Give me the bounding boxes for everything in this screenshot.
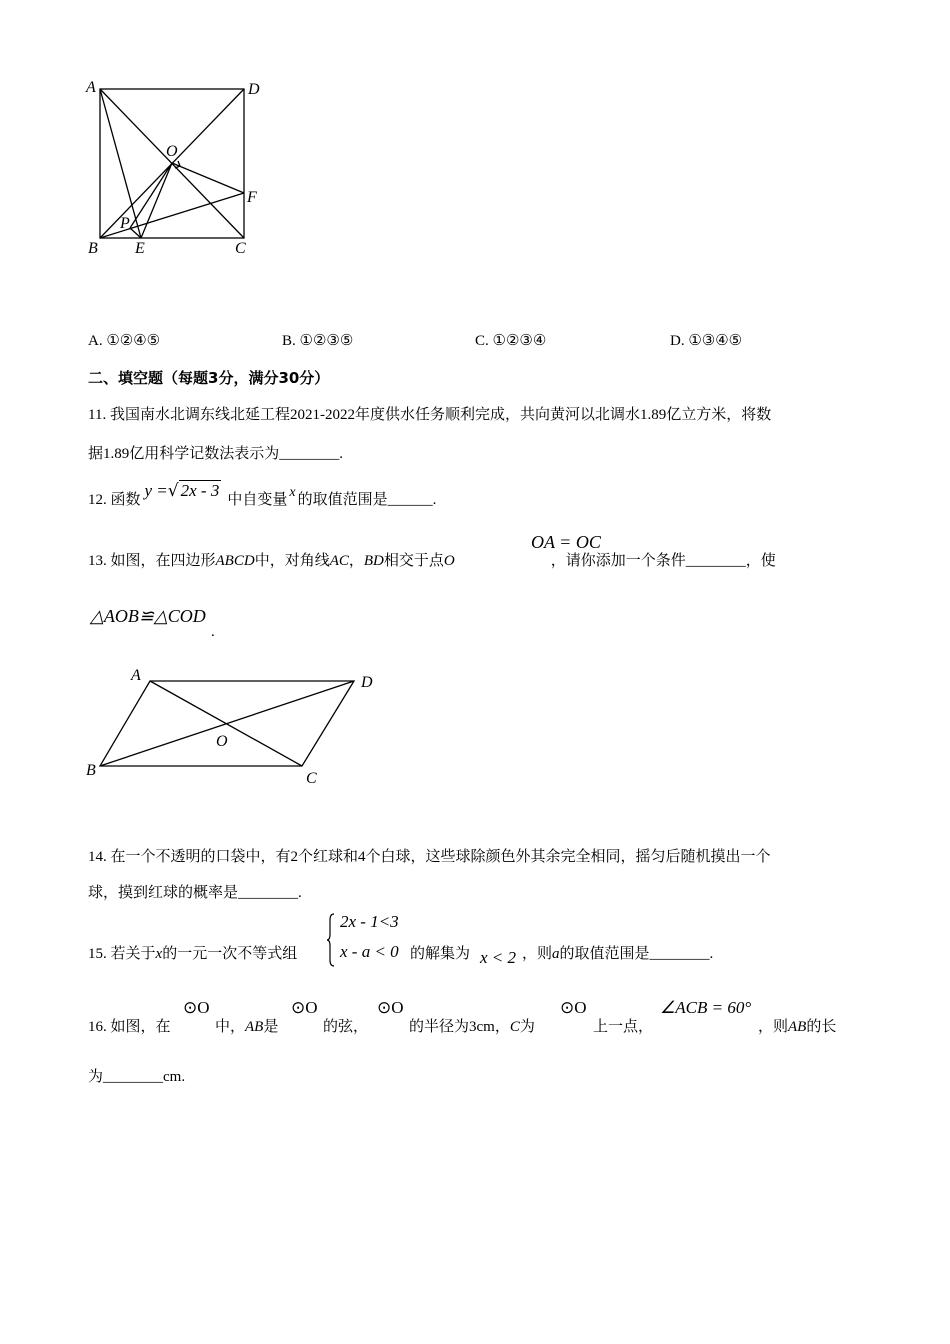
q15-x: x	[155, 946, 163, 962]
option-c: C. ①②③④	[475, 333, 547, 349]
label-b: B	[88, 240, 98, 257]
label-o-2: O	[216, 733, 228, 750]
q15-a: a	[552, 946, 560, 962]
q13-text3: 相交于点	[383, 553, 444, 569]
option-a: A. ①②④⑤	[88, 333, 161, 349]
q16-ab: AB	[245, 1019, 264, 1035]
q15-prefix-text: 15. 若关于	[88, 946, 156, 962]
q12-formula-y: y =	[144, 481, 168, 500]
label-b-2: B	[86, 762, 96, 779]
q15-inequality-2: x - a < 0	[340, 942, 399, 961]
q16-t1-text: 中，	[215, 1019, 246, 1035]
q12-prefix: 12. 函数	[88, 492, 141, 508]
q13-congruence: △AOB≌△COD	[90, 606, 206, 626]
option-b: B. ①②③⑤	[282, 333, 354, 349]
q16-circle-4: ⊙O	[560, 998, 587, 1017]
label-o: O	[166, 143, 178, 160]
q14-line1: 14. 在一个不透明的口袋中，有2个红球和4个白球，这些球除颜色外其余完全相同，摇匀后随机摸出一个	[88, 849, 771, 865]
label-e: E	[135, 240, 145, 257]
label-c-2: C	[306, 770, 317, 787]
q15-prefix	[88, 942, 297, 963]
q16-t1	[215, 1015, 278, 1036]
q13-text2: 中，对角线	[254, 553, 330, 569]
q16-t7: ，则	[758, 1019, 789, 1035]
q13-period: .	[211, 624, 215, 640]
q16-t4-group	[409, 1015, 535, 1036]
q15-inequality-1: 2x - 1<3	[340, 912, 399, 931]
q13-text1: 13. 如图，在四边形	[88, 553, 216, 569]
q15-suffix: 的取值范围是________.	[559, 946, 714, 962]
q13-abcd: ABCD	[215, 553, 255, 569]
label-c: C	[235, 240, 246, 257]
q16-t3: 的弦，	[323, 1019, 369, 1035]
option-d: D. ①③④⑤	[670, 333, 743, 349]
q11-line2: 据1.89亿用科学记数法表示为________.	[88, 446, 344, 462]
q16-t2: 是	[263, 1019, 279, 1035]
q15-mid2: 的解集为	[410, 946, 471, 962]
q12-question	[88, 480, 437, 508]
q16-angle: ∠ACB = 60°	[660, 998, 752, 1017]
label-a: A	[86, 79, 96, 96]
q16-t4: 的半径为3cm，	[409, 1019, 510, 1035]
q16-t6: 上一点，	[593, 1019, 654, 1035]
q16-t5: 为	[519, 1019, 535, 1035]
q12-mid: 中自变量	[227, 492, 288, 508]
q13-ac: AC	[329, 553, 349, 569]
q14-line2: 球，摸到红球的概率是________.	[88, 885, 302, 901]
q16-t7-group	[758, 1015, 836, 1036]
q16-circle-1: ⊙O	[183, 998, 210, 1017]
segment-oe	[141, 163, 172, 238]
section-title: 二、填空题（每题3分，满分30分）	[88, 369, 330, 387]
q13-o: O	[443, 553, 455, 569]
segment-of	[172, 163, 244, 193]
q13-bd: BD	[363, 553, 384, 569]
q16-c: C	[509, 1019, 520, 1035]
q12-var-x: x	[289, 485, 296, 500]
q16-ab2: AB	[788, 1019, 807, 1035]
q16-circle-2: ⊙O	[291, 998, 318, 1017]
q12-formula-radicand: 2x - 3	[180, 481, 220, 500]
q15-tail	[522, 942, 713, 963]
label-d-2: D	[361, 674, 373, 691]
q16-prefix: 16. 如图，在	[88, 1019, 171, 1035]
segment-op	[130, 163, 172, 228]
q11-line1: 11. 我国南水北调东线北延工程2021-2022年度供水任务顺利完成，共向黄河以北调水1.89亿立方米，将数	[88, 407, 772, 423]
q16-t8: 的长	[806, 1019, 837, 1035]
q16-line2: 为________cm.	[88, 1069, 186, 1085]
label-d: D	[248, 81, 260, 98]
label-p: P	[120, 215, 130, 232]
label-a-2: A	[131, 667, 141, 684]
figure-square-diagram	[80, 75, 280, 265]
label-f: F	[247, 189, 257, 206]
q15-mid: 的一元一次不等式组	[162, 946, 298, 962]
q13-line1	[88, 549, 776, 570]
q13-formula: OA = OC	[531, 532, 601, 552]
q15-mid3: ，则	[522, 946, 553, 962]
diagonal-bd-2	[100, 681, 354, 766]
q13-text4: ，请你添加一个条件________，使	[550, 553, 776, 569]
figure-parallelogram-diagram	[80, 660, 390, 790]
q15-solution: x < 2	[480, 948, 517, 967]
brace-icon	[326, 912, 336, 968]
q16-circle-3: ⊙O	[377, 998, 404, 1017]
q12-suffix: 的取值范围是______.	[297, 492, 437, 508]
q12-sqrt-sign: √	[167, 481, 179, 501]
q13-comma: ，	[348, 553, 364, 569]
